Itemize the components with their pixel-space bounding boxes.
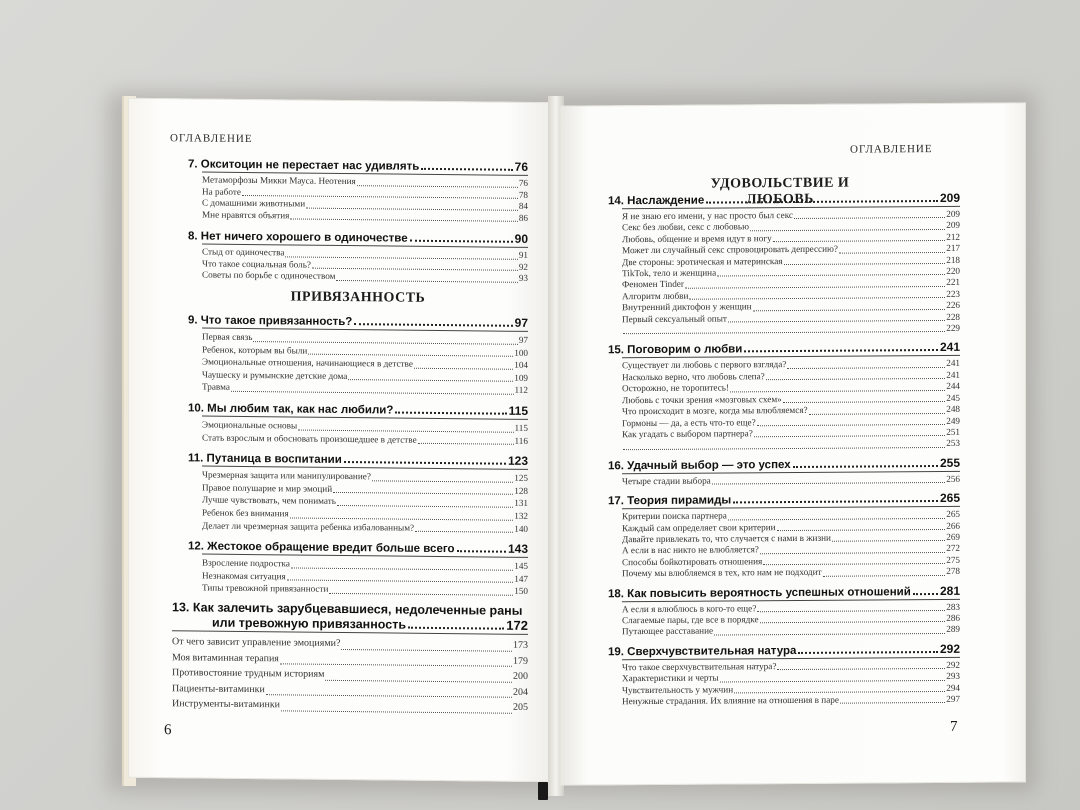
subsection-list [608,209,960,337]
subsection-page-number: 78 [518,189,528,200]
right-page-header: ОГЛАВЛЕНИЕ [850,143,933,156]
dot-leader [798,651,938,654]
subsection-list [608,601,960,638]
dot-leader [410,240,513,243]
subsection-title: Секс без любви, секс с любовью [622,221,749,233]
subsection-title: Первый сексуальный опыт [622,313,727,324]
subsection-page-number: 292 [946,659,960,670]
chapter-page-number: 115 [508,403,528,418]
dot-leader [623,447,945,450]
dot-leader [730,390,945,393]
dot-leader [823,574,946,576]
subsection-page-number: 265 [946,508,960,520]
chapter-entry [608,491,960,507]
subsection-page-number: 249 [946,415,960,426]
chapter-title: 13. Как залечить зарубцевавшиеся, недолеченные раны [172,600,523,618]
subsection-entry [202,519,528,535]
dot-leader [290,218,517,221]
subsection-page-number: 229 [946,322,960,333]
subsection-title: Инструменты-витаминки [172,698,281,711]
subsection-page-number: 116 [514,435,528,446]
chapter-entry [608,583,960,599]
subsection-page-number: 228 [946,311,960,322]
dot-leader [728,320,945,323]
subsection-list [188,246,528,284]
subsection-title: Любовь, общение и время идут в ногу [622,232,772,245]
subsection-entry [202,270,528,285]
subsection-page-number: 241 [946,369,960,380]
subsection-title: Стать взрослым и обосновать произошедшее в детстве [202,432,417,445]
subsection-page-number: 91 [518,249,528,260]
subsection-page-number: 173 [513,639,528,651]
dot-leader [372,480,513,482]
subsection-page-number: 204 [513,686,528,698]
subsection-list [188,469,528,536]
subsection-title: Давайте привлекать то, что случается с нами в жизни [622,532,831,545]
dot-leader [734,691,945,693]
subsection-title: Любовь с точки зрения «мозговых схем» [622,393,782,405]
chapter-title: 12. Жестокое обращение вредит больше всего [188,540,455,556]
chapter-page-number: 255 [939,455,960,470]
subsection-entry [622,438,960,452]
chapter-page-number: 76 [514,159,528,174]
dot-leader [728,517,945,520]
subsection-title: Противостояние трудным историям [172,667,325,680]
right-section-title: УДОВОЛЬСТВИЕ И ЛЮБОВЬ [710,175,850,208]
subsection-title: Моя витаминная терапия [172,651,279,664]
subsection-entry [622,323,960,337]
subsection-title: Правое полушарие и мир эмоций [202,482,333,494]
subsection-title: Путающее расставание [622,625,714,637]
chapter-page-number: 123 [507,453,528,469]
subsection-title: Ненужные страдания. Их влияние на отношения в паре [622,694,839,707]
subsection-page-number: 266 [946,520,960,531]
subsection-page-number: 217 [946,243,960,254]
dot-leader [760,621,946,623]
dot-leader [714,633,945,636]
subsection-page-number: 100 [514,347,528,358]
subsection-title: Пациенты-витаминки [172,682,265,695]
subsection-title: Ребенок без внимания [202,507,289,519]
left-toc-middle [188,312,528,597]
subsection-page-number: 286 [946,612,960,623]
right-page-number: 7 [950,718,958,735]
subsection-title: Две стороны: эротическая и материнская [622,255,783,267]
chapter-page-number: 241 [939,340,960,355]
subsection-page-number: 109 [514,372,528,383]
subsection-page-number: 275 [946,554,960,565]
subsection-title: Почему мы влюбляемся в тех, кто нам не подходит [622,566,822,579]
subsection-page-number: 248 [946,403,960,415]
toc-chapter-block [608,191,960,337]
chapter-title: 16. Удачный выбор — это успех [608,458,791,473]
chapter-page-number: 209 [939,190,960,205]
dot-leader [750,229,945,231]
subsection-page-number: 147 [514,573,528,584]
chapter-page-number: 97 [514,315,528,330]
chapter-title: 10. Мы любим так, как нас любили? [188,402,394,417]
toc-chapter-block [188,400,528,447]
dot-leader [793,465,938,468]
chapter-title: 14. Наслаждение [608,194,705,208]
subsection-title: От чего зависит управление эмоциями? [172,636,341,649]
chapter-page-number: 90 [514,231,528,246]
subsection-page-number: 256 [946,473,960,484]
chapter-title: 9. Что такое привязанность? [188,314,353,329]
subsection-page-number: 283 [946,601,960,612]
chapter-title: 19. Сверхчувствительная натура [608,644,797,659]
dot-leader [777,668,945,670]
subsection-title: Травма [202,381,230,393]
subsection-entry [622,624,960,638]
subsection-page-number: 76 [518,177,528,188]
dot-leader [418,443,514,445]
subsection-title: Четыре стадии выбора [622,475,711,486]
chapter-title: 11. Путаница в воспитании [188,452,342,467]
subsection-page-number: 150 [514,586,528,597]
dot-leader [329,593,513,596]
subsection-title: Я не знаю его имени, у нас просто был секс [622,209,794,222]
subsection-page-number: 200 [513,670,528,682]
subsection-list [188,330,528,397]
toc-chapter-block [608,583,960,638]
subsection-page-number: 253 [946,438,960,449]
toc-chapter-block [188,156,528,224]
toc-chapter-block [608,340,960,452]
subsection-page-number: 209 [946,208,960,219]
subsection-page-number: 92 [518,261,528,272]
subsection-title: Первая связь [202,331,253,343]
subsection-entry [172,696,528,715]
subsection-page-number: 205 [513,701,528,713]
dot-leader [913,593,938,595]
dot-leader [760,552,945,554]
subsection-page-number: 294 [946,682,960,693]
subsection-page-number: 221 [946,277,960,288]
subsection-page-number: 86 [518,212,528,223]
subsection-list [188,174,528,224]
subsection-title: Лучше чувствовать, чем понимать [202,494,336,507]
dot-leader [753,309,946,311]
dot-leader [712,482,945,485]
subsection-title: Чрезмерная защита или манипулирование? [202,469,371,482]
chapter-title: 7. Окситоцин не перестает нас удивлять [188,158,420,173]
dot-leader [354,323,512,327]
subsection-page-number: 97 [518,334,528,345]
dot-leader [720,680,946,683]
chapter-page-number: 172 [506,617,528,633]
subsection-entry [622,566,960,580]
subsection-entry [202,381,528,397]
dot-leader [794,217,945,219]
subsection-title: Может ли случайный секс спровоцировать депрессию? [622,243,838,256]
dot-leader [809,412,946,414]
dot-leader [415,531,513,533]
dot-leader [408,627,504,630]
subsection-title: Каждый сам определяет свои критерии [622,521,776,533]
toc-chapter-block [188,312,528,397]
toc-chapter-block [608,642,960,708]
chapter-page-number: 265 [939,490,960,506]
toc-chapter-block [188,451,528,536]
chapter-page-number: 143 [507,541,528,557]
subsection-title: Способы бойкотировать отношения [622,555,763,567]
subsection-page-number: 128 [514,485,528,496]
right-page [560,102,1026,785]
subsection-page-number: 223 [946,288,960,299]
subsection-title: Внутренний диктофон у женщин [622,301,752,313]
subsection-title: Мне нравятся объятия [202,209,290,220]
subsection-list [172,634,528,715]
subsection-page-number: 140 [514,523,528,534]
subsection-page-number: 212 [946,231,960,242]
subsection-page-number: 245 [946,392,960,403]
left-page [128,98,558,783]
subsection-title: А если в нас никто не влюбляется? [622,544,759,556]
left-section-title: ПРИВЯЗАННОСТЬ [290,289,426,306]
subsection-list [608,358,960,452]
dot-leader [706,200,938,204]
subsection-title: Типы тревожной привязанности [202,582,329,595]
left-page-header: ОГЛАВЛЕНИЕ [170,132,253,146]
subsection-title: Характеристики и черты [622,672,719,684]
dot-leader [787,367,945,369]
subsection-page-number: 244 [946,381,960,392]
subsection-title: На работе [202,186,241,197]
subsection-list [188,557,528,598]
dot-leader [840,702,945,704]
dot-leader [231,391,514,395]
chapter-title: 17. Теория пирамиды [608,494,732,508]
dot-leader [773,240,946,242]
left-toc-upper [188,156,528,284]
subsection-title: Эмоциональные отношения, начинающиеся в детстве [202,356,413,369]
dot-leader [733,500,938,503]
subsection-title: Советы по борьбе с одиночеством [202,269,336,281]
subsection-page-number: 104 [514,359,528,371]
left-page-number: 6 [164,722,172,739]
bookmark-ribbon-bottom [538,782,548,800]
subsection-title: Делает ли чрезмерная защита ребенка избалованным? [202,520,415,533]
dot-leader [754,435,945,437]
subsection-list [608,474,960,488]
chapter-page-number: 281 [939,583,960,598]
chapter-entry [608,340,960,356]
subsection-page-number: 132 [514,510,528,521]
subsection-page-number: 297 [946,693,960,704]
subsection-title: Взросление подростка [202,557,290,569]
dot-leader [757,424,946,426]
subsection-page-number: 272 [946,543,960,554]
chapter-title: 18. Как повысить вероятность успешных отношений [608,585,911,600]
subsection-title: Чувствительность у мужчин [622,684,734,695]
subsection-title: Чаушеску и румынские детские дома [202,369,348,381]
subsection-entry [202,431,528,447]
dot-leader [757,610,945,612]
subsection-page-number: 125 [514,472,528,484]
dot-leader [457,550,506,553]
left-toc-chapter-13 [172,600,528,715]
subsection-page-number: 293 [946,671,960,682]
chapter-title: или тревожную привязанность [212,615,407,632]
right-toc [608,191,960,708]
dot-leader [281,710,512,713]
dot-leader [783,401,945,403]
dot-leader [763,563,945,565]
subsection-title: А если я влюблюсь в кого-то еще? [622,602,757,614]
dot-leader [421,168,512,171]
subsection-page-number: 220 [946,265,960,276]
subsection-list [608,660,960,708]
chapter-entry [608,642,960,658]
chapter-entry [608,456,960,472]
subsection-page-number: 269 [946,531,960,542]
subsection-title: Стыд от одиночества [202,246,285,258]
subsection-title: Критерии поиска партнера [622,510,727,522]
subsection-title: Эмоциональные основы [202,419,298,431]
subsection-entry [622,694,960,708]
subsection-title: Осторожно, не торопитесь! [622,382,730,394]
subsection-entry [622,474,960,488]
dot-leader [717,274,945,277]
subsection-page-number: 145 [514,560,528,572]
subsection-page-number: 241 [946,358,960,369]
dot-leader [744,349,938,352]
subsection-page-number: 84 [518,200,528,211]
toc-chapter-block [608,491,960,580]
subsection-title: Как угадать с выбором партнера? [622,428,753,440]
dot-leader [414,368,513,370]
dot-leader [344,461,506,465]
dot-leader [832,540,945,542]
chapter-entry [608,191,960,207]
dot-leader [777,529,946,531]
dot-leader [766,378,945,380]
subsection-page-number: 115 [514,422,528,433]
subsection-entry [202,582,528,598]
subsection-title: Насколько верно, что любовь слепа? [622,371,765,383]
dot-leader [623,331,945,334]
subsection-title: TikTok, тело и женщина [622,267,717,279]
subsection-title: Что такое социальная боль? [202,258,311,270]
chapter-title: 8. Нет ничего хорошего в одиночестве [188,230,408,245]
chapter-page-number: 292 [939,641,960,656]
subsection-title: Существует ли любовь с первого взгляда? [622,359,787,371]
subsection-title: Слагаемые пары, где все в порядке [622,614,759,626]
toc-chapter-block [608,456,960,488]
subsection-title: С домашними животными [202,197,306,209]
subsection-page-number: 209 [946,220,960,231]
subsection-page-number: 289 [946,624,960,635]
subsection-title: Незнакомая ситуация [202,570,286,582]
subsection-list [608,509,960,580]
toc-chapter-block [188,539,528,598]
dot-leader [395,412,506,415]
subsection-page-number: 278 [946,565,960,577]
subsection-title: Что такое сверхчувствительная натура? [622,660,777,672]
subsection-title: Что происходит в мозге, когда мы влюбляемся? [622,404,808,417]
subsection-title: Метаморфозы Микки Мауса. Неотения [202,174,356,187]
subsection-title: Феномен Tinder [622,279,684,290]
dot-leader [336,279,517,282]
subsection-entry [202,209,528,224]
chapter-title: 15. Поговорим о любви [608,343,743,357]
subsection-page-number: 251 [946,426,960,437]
subsection-page-number: 131 [514,498,528,509]
dot-leader [784,263,946,265]
subsection-title: Гормоны — да, а есть что-то еще? [622,416,756,428]
subsection-page-number: 226 [946,300,960,311]
subsection-page-number: 179 [513,655,528,667]
subsection-list [188,418,528,447]
subsection-title: Алгоритм любви [622,290,689,302]
subsection-page-number: 218 [946,254,960,265]
subsection-page-number: 112 [514,385,528,396]
toc-chapter-block [188,228,528,284]
subsection-page-number: 93 [518,272,528,283]
subsection-title: Ребенок, которым вы были [202,344,308,356]
dot-leader [839,252,945,254]
